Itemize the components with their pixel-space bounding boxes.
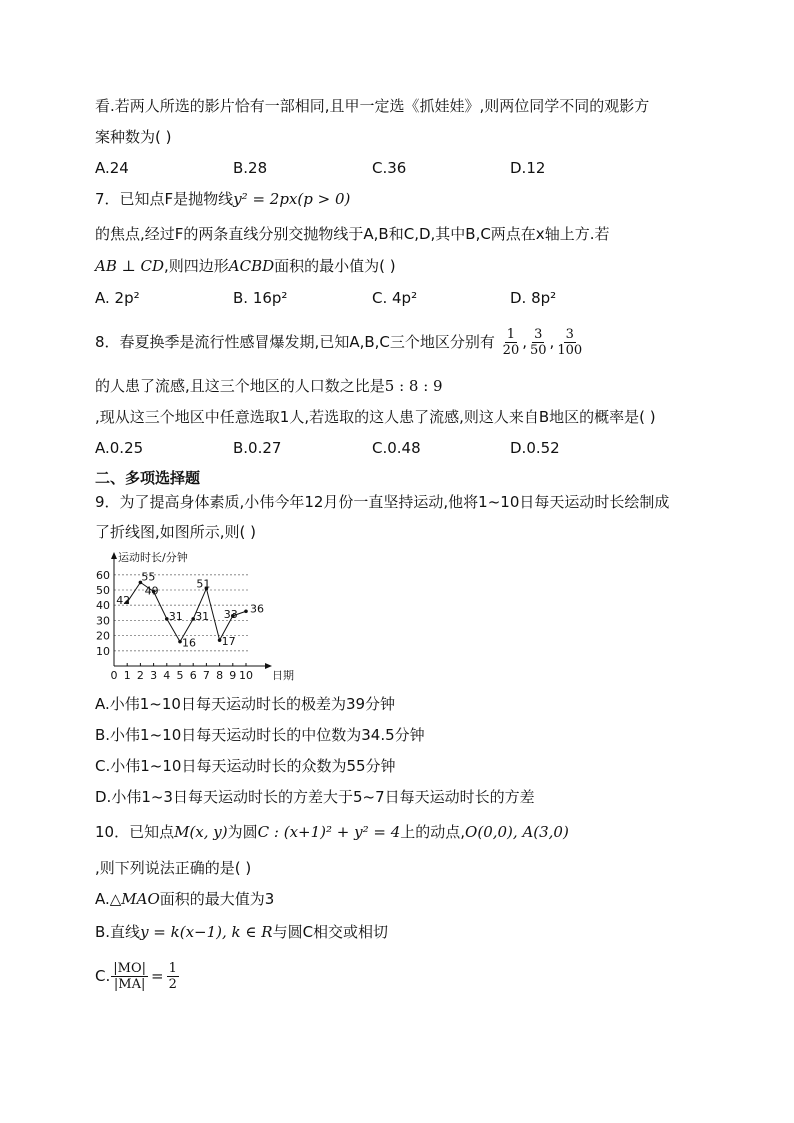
q10-circle-text: 为圆 — [227, 823, 258, 841]
q10-option-c — [95, 961, 180, 992]
q10-text-line2: ,则下列说法正确的是( ) — [95, 859, 252, 877]
q8-option-b: B.0.27 — [233, 439, 282, 457]
chart-x-tick-label: 7 — [202, 669, 210, 682]
chart-x-tick-label: 0 — [110, 669, 118, 682]
q8-text-line2 — [95, 375, 443, 397]
chart-data-label: 31 — [168, 609, 183, 623]
q8-text-line3: ,现从这三个地区中任意选取1人,若选取的这人患了流感,则这人来自B地区的概率是( ) — [95, 408, 656, 426]
chart-x-tick-label: 1 — [123, 669, 131, 682]
chart-data-label: 42 — [116, 594, 131, 608]
q7-perp: AB ⊥ CD — [95, 257, 165, 275]
q7-option-c: C. 4p² — [372, 289, 418, 307]
q8-option-a: A.0.25 — [95, 439, 144, 457]
q9-text-line2: 了折线图,如图所示,则( ) — [95, 523, 257, 541]
chart-x-tick-label: 4 — [163, 669, 171, 682]
chart-y-tick-label: 60 — [96, 568, 110, 582]
q10-half-fraction: $\frac{1}{2}$ — [168, 961, 177, 992]
chart-x-axis-arrow — [265, 663, 272, 669]
q9-text-line1: 9．为了提高身体素质,小伟今年12月份一直坚持运动,他将1~10日每天运动时长绘制成 — [95, 493, 670, 511]
chart-data-label: 31 — [195, 609, 210, 623]
q6-text-line1: 看.若两人所选的影片恰有一部相同,且甲一定选《抓娃娃》,则两位同学不同的观影方 — [95, 97, 650, 115]
q7-parabola-eq: y² = 2px(p > 0) — [233, 190, 351, 208]
q6-option-d: D.12 — [510, 159, 546, 177]
q10-option-a-label: A. — [95, 890, 110, 908]
chart-x-tick-label: 3 — [150, 669, 158, 682]
chart-y-tick-label: 50 — [96, 584, 110, 597]
q6-option-b: B.28 — [233, 159, 268, 177]
q10-point-m: M(x, y) — [174, 823, 228, 841]
chart-data-label: 33 — [223, 607, 238, 621]
q7-mid: ,则四边形 — [164, 257, 229, 275]
chart-x-tick-label: 2 — [136, 669, 144, 682]
q7-option-b: B. 16p² — [233, 289, 288, 307]
chart-y-tick-label: 40 — [96, 599, 110, 613]
q10-line-eq: y = k(x−1), k ∈ R — [140, 923, 273, 941]
q8-fraction-b: $\frac{3}{50}$ — [530, 327, 547, 358]
chart-data-label: 36 — [250, 602, 264, 616]
chart-y-tick-label: 10 — [96, 644, 110, 658]
q7-end: 面积的最小值为( ) — [274, 257, 396, 275]
chart-x-tick-label: 5 — [176, 669, 184, 682]
q10-triangle: △MAO — [109, 890, 160, 908]
section-heading: 二、多项选择题 — [95, 469, 201, 487]
chart-data-label: 49 — [144, 584, 159, 598]
chart-point — [244, 609, 248, 613]
q9-option-d: D.小伟1~3日每天运动时长的方差大于5~7日每天运动时长的方差 — [95, 788, 535, 806]
chart-data-label: 17 — [221, 635, 236, 649]
q9-option-b: B.小伟1~10日每天运动时长的中位数为34.5分钟 — [95, 726, 425, 744]
q9-option-c: C.小伟1~10日每天运动时长的众数为55分钟 — [95, 757, 396, 775]
q7-option-d: D. 8p² — [510, 289, 557, 307]
q10-option-b — [95, 921, 388, 943]
q10-option-a — [95, 888, 274, 910]
q7-text-line3 — [95, 255, 396, 277]
q10-text-line1 — [95, 821, 569, 843]
chart-y-axis-label: 运动时长/分钟 — [118, 551, 188, 564]
q7-quad: ACBD — [228, 257, 275, 275]
q8-ratio-text: 的人患了流感,且这三个地区的人口数之比是 — [95, 377, 385, 395]
q8-fraction-a: $\frac{1}{20}$ — [502, 327, 520, 358]
q10-option-b-label: B.直线 — [95, 923, 141, 941]
exercise-line-chart — [90, 548, 300, 686]
q10-option-b-text: 与圆C相交或相切 — [272, 923, 389, 941]
chart-data-label: 16 — [182, 636, 196, 650]
q6-option-c: C.36 — [372, 159, 407, 177]
chart-y-tick-label: 20 — [96, 629, 110, 643]
q10-stem: 10．已知点 — [95, 823, 175, 841]
chart-x-axis-label: 日期 — [272, 669, 294, 682]
q10-moving: 上的动点, — [400, 823, 466, 841]
q10-circle-eq: C : (x+1)² + y² = 4 — [257, 823, 401, 841]
q8-fraction-c: $\frac{3}{100}$ — [557, 327, 583, 358]
q7-option-a: A. 2p² — [95, 289, 140, 307]
q6-option-a: A.24 — [95, 159, 129, 177]
q8-option-d: D.0.52 — [510, 439, 560, 457]
q10-option-a-text: 面积的最大值为3 — [159, 890, 275, 908]
chart-x-tick-label: 9 — [229, 669, 237, 682]
q8-text-line1: 8．春夏换季是流行性感冒爆发期,已知A,B,C三个地区分别有 $\frac{1}{20}$ , $\frac{3}{50}$ , $\frac{3}{100}$ — [95, 327, 583, 358]
q6-text-line2: 案种数为( ) — [95, 128, 172, 146]
q9-option-a: A.小伟1~10日每天运动时长的极差为39分钟 — [95, 695, 396, 713]
chart-x-tick-label: 6 — [189, 669, 197, 682]
q7-text-line1 — [95, 188, 350, 210]
chart-data-label: 55 — [141, 570, 156, 584]
q8-option-c: C.0.48 — [372, 439, 421, 457]
q7-text-line2: 的焦点,经过F的两条直线分别交抛物线于A,B和C,D,其中B,C两点在x轴上方.若 — [95, 225, 610, 243]
chart-data-label: 51 — [196, 577, 211, 591]
q8-ratio: 5 : 8 : 9 — [384, 377, 443, 395]
q10-points-oa: O(0,0), A(3,0) — [465, 823, 569, 841]
q10-option-c-label: C. — [95, 967, 111, 985]
q10-ratio-fraction: $\frac{|MO|}{|MA|}$ — [113, 961, 146, 992]
chart-y-tick-label: 30 — [96, 614, 110, 628]
q8-stem: 8．春夏换季是流行性感冒爆发期,已知A,B,C三个地区分别有 — [95, 333, 495, 351]
q10-equals: = — [150, 967, 164, 985]
chart-y-axis-arrow — [111, 552, 117, 559]
chart-x-tick-label: 10 — [239, 669, 253, 682]
q7-stem: 7．已知点F是抛物线 — [95, 190, 234, 208]
chart-x-tick-label: 8 — [216, 669, 224, 682]
